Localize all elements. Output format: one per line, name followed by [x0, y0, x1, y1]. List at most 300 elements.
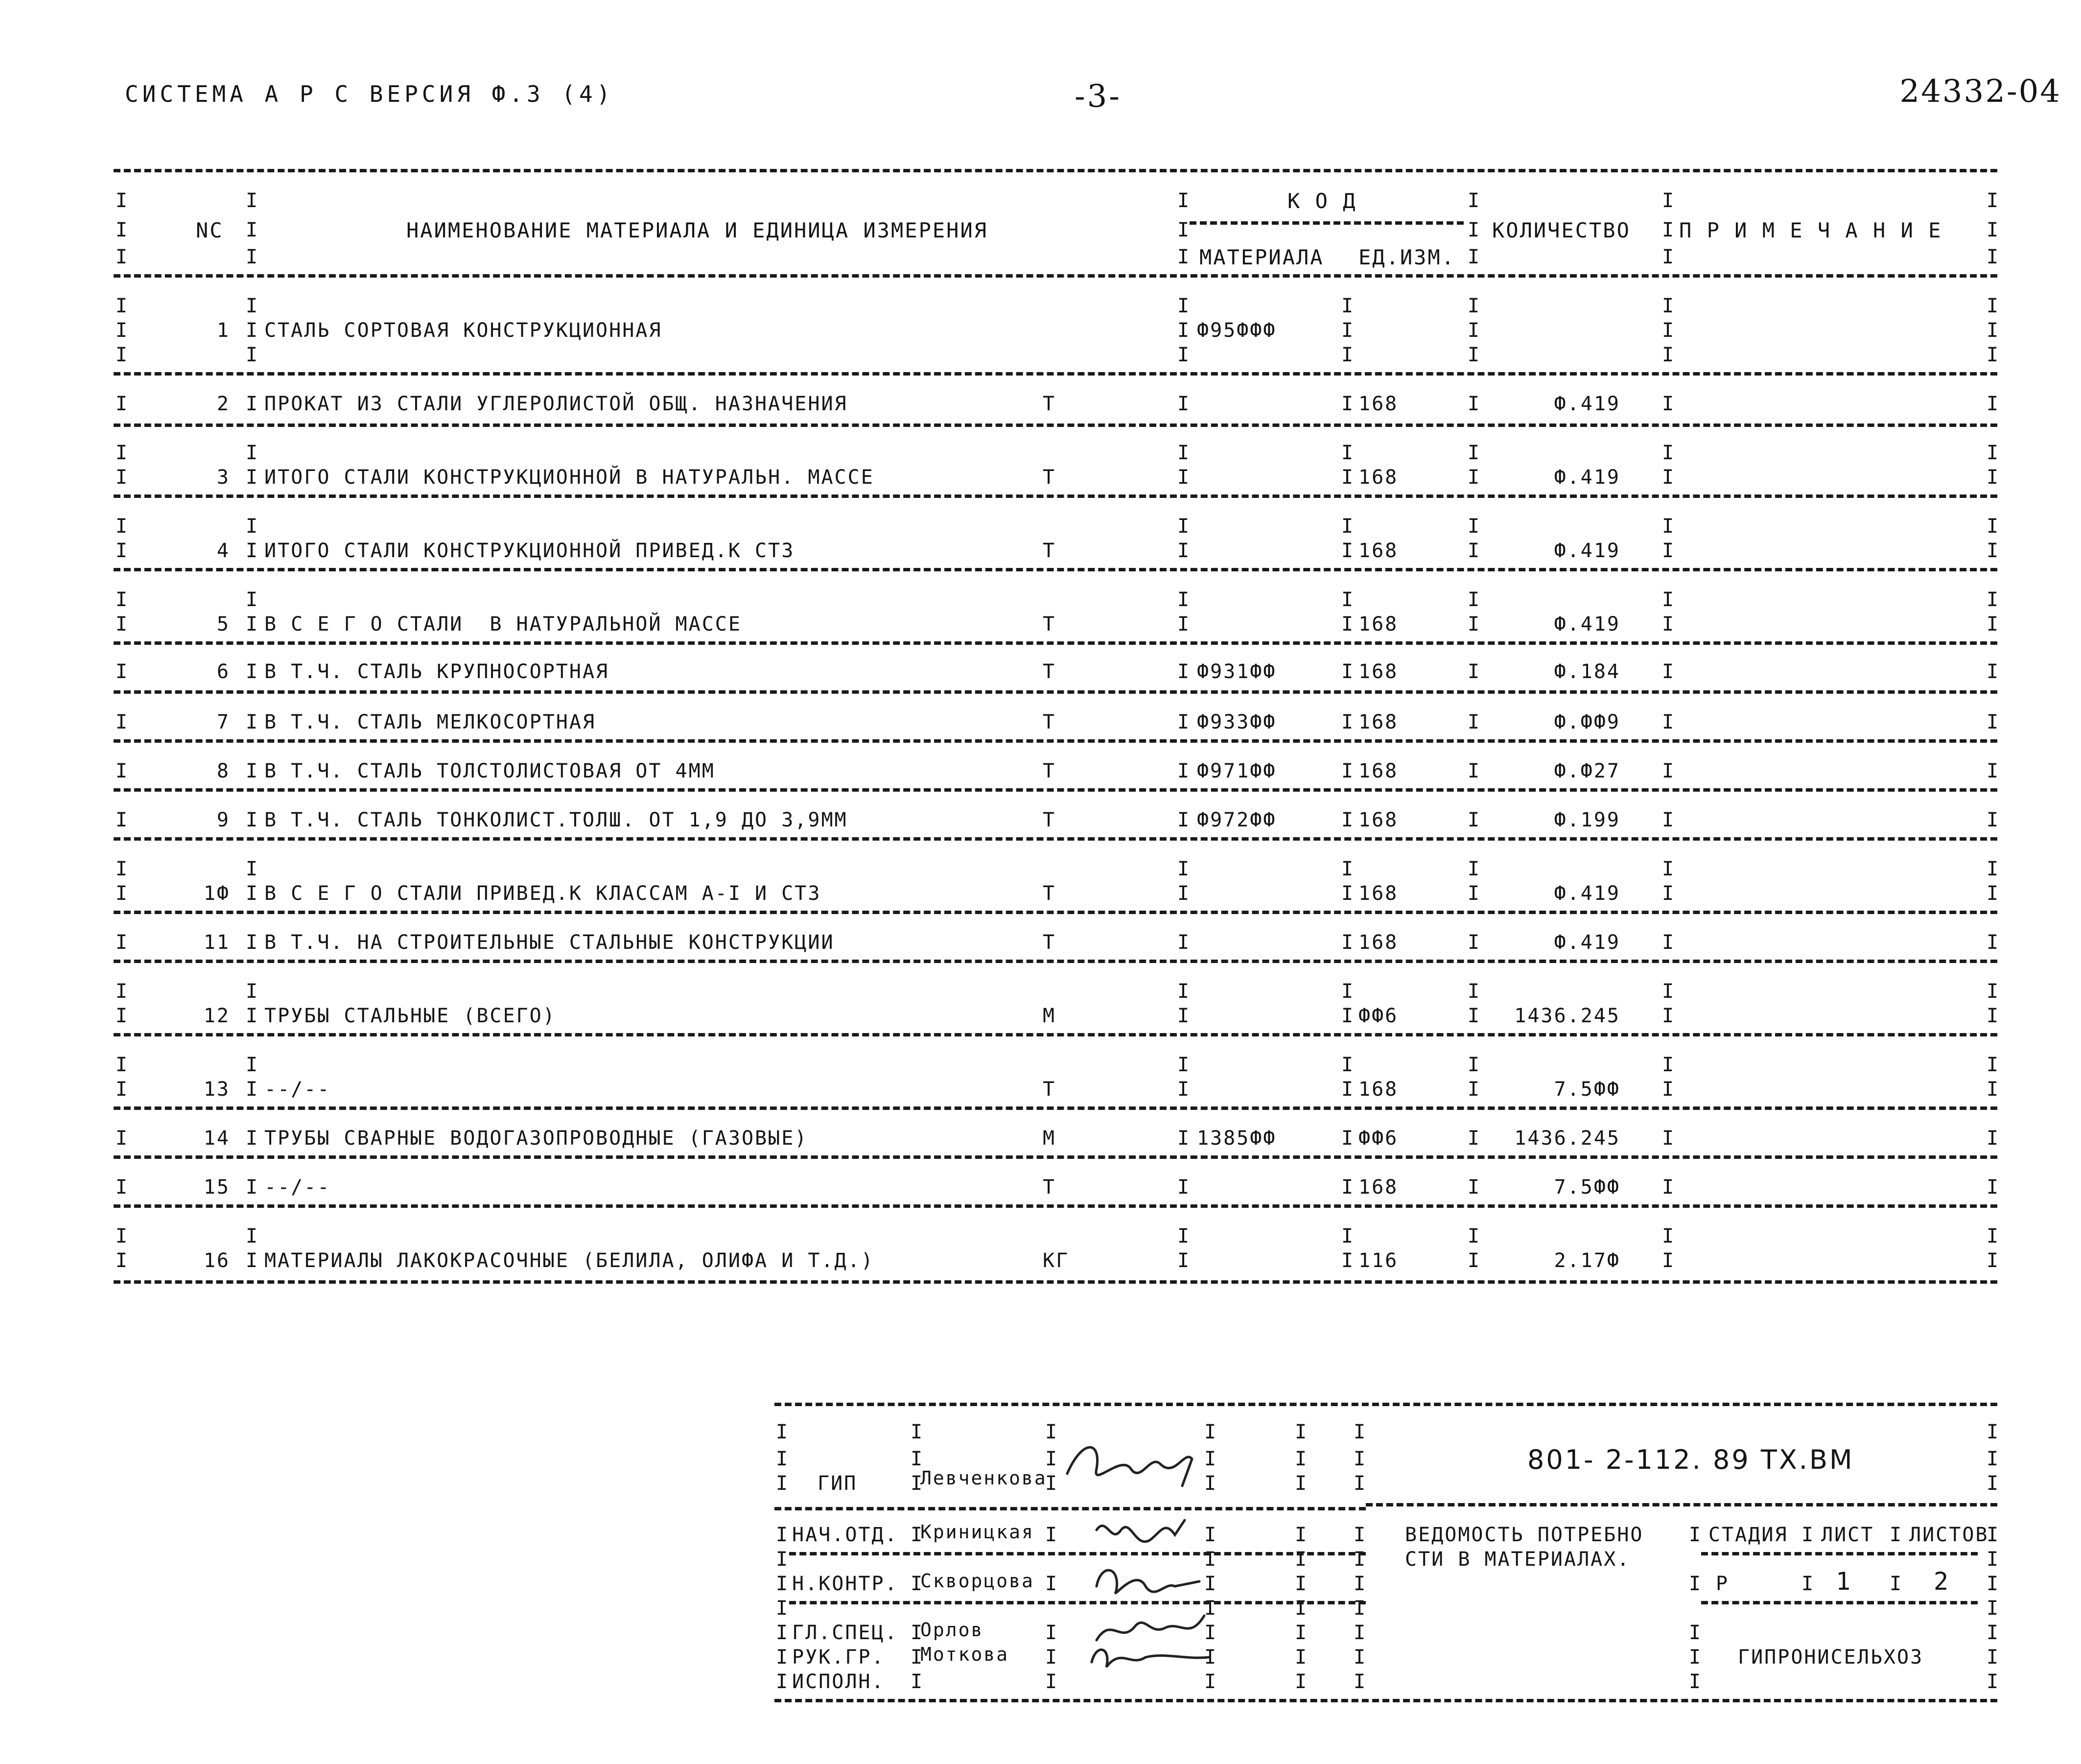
- row-material-name: В Т.Ч. СТАЛЬ ТОЛСТОЛИСТОВАЯ ОТ 4ММ: [264, 760, 715, 782]
- document-number: 24332-04: [1899, 73, 2061, 110]
- border-glyph: I: [1341, 540, 1355, 562]
- border-glyph: I: [1987, 442, 2000, 464]
- row-unit-code: 168: [1358, 1078, 1399, 1101]
- row-unit-code: 168: [1358, 393, 1399, 415]
- border-glyph: I: [1987, 588, 2000, 611]
- border-glyph: I: [1662, 1005, 1676, 1027]
- border-glyph: I: [1177, 319, 1191, 342]
- border-glyph: I: [1662, 760, 1676, 782]
- divider-line: [114, 837, 1997, 841]
- row-unit: Т: [1043, 809, 1056, 831]
- border-glyph: I: [1295, 1524, 1309, 1546]
- border-glyph: I: [1468, 660, 1481, 683]
- border-glyph: I: [1295, 1597, 1309, 1620]
- border-glyph: I: [1045, 1421, 1059, 1443]
- row-material-name: ПРОКАТ ИЗ СТАЛИ УГЛЕРОЛИСТОЙ ОБЩ. НАЗНАЧЕНИЯ: [264, 393, 848, 415]
- border-glyph: I: [1354, 1472, 1367, 1495]
- row-material-code: Ф972ФФ: [1197, 809, 1277, 831]
- border-glyph: I: [116, 1249, 129, 1272]
- border-glyph: I: [1662, 588, 1676, 611]
- row-number: 11: [203, 931, 230, 954]
- border-glyph: I: [1295, 1573, 1309, 1595]
- border-glyph: I: [1045, 1573, 1059, 1595]
- border-glyph: I: [1662, 344, 1676, 366]
- border-glyph: I: [1468, 515, 1481, 538]
- border-glyph: I: [116, 1078, 129, 1101]
- border-glyph: I: [1341, 882, 1355, 905]
- border-glyph: I: [1177, 295, 1191, 317]
- border-glyph: I: [116, 189, 129, 212]
- border-glyph: I: [1341, 295, 1355, 317]
- border-glyph: I: [1341, 660, 1355, 683]
- border-glyph: I: [1468, 219, 1481, 241]
- border-glyph: I: [776, 1622, 790, 1644]
- border-glyph: I: [1468, 540, 1481, 562]
- border-glyph: I: [116, 1005, 129, 1027]
- header-code-material: МАТЕРИАЛА: [1199, 245, 1324, 269]
- border-glyph: I: [116, 980, 129, 1003]
- border-glyph: I: [1987, 1646, 2000, 1669]
- border-glyph: I: [1662, 540, 1676, 562]
- border-glyph: I: [1177, 393, 1191, 415]
- divider-line: [789, 1601, 1366, 1604]
- row-quantity: Ф.Ф27: [1554, 760, 1620, 782]
- border-glyph: I: [246, 515, 259, 538]
- row-quantity: Ф.199: [1554, 809, 1620, 831]
- row-material-code: Ф971ФФ: [1197, 760, 1277, 782]
- border-glyph: I: [1468, 760, 1481, 782]
- border-glyph: I: [246, 246, 259, 268]
- border-glyph: I: [911, 1472, 924, 1495]
- border-glyph: I: [116, 660, 129, 683]
- system-version-header: СИСТЕМА А Р С ВЕРСИЯ Ф.3 (4): [125, 81, 614, 107]
- border-glyph: I: [1341, 588, 1355, 611]
- border-glyph: I: [1468, 295, 1481, 317]
- divider-line: [1366, 1503, 1997, 1506]
- border-glyph: I: [1204, 1622, 1218, 1644]
- header-nc: NC: [196, 218, 224, 242]
- border-glyph: I: [1662, 442, 1676, 464]
- divider-line: [114, 1155, 1997, 1159]
- sheets-label: ЛИСТОВ: [1909, 1524, 1989, 1546]
- border-glyph: I: [246, 711, 259, 733]
- border-glyph: I: [1341, 1225, 1355, 1247]
- organization-name: ГИПРОНИСЕЛЬХОЗ: [1738, 1646, 1924, 1669]
- border-glyph: I: [1468, 344, 1481, 366]
- row-number: 1: [216, 319, 230, 342]
- border-glyph: I: [246, 219, 259, 241]
- divider-line: [114, 911, 1997, 914]
- border-glyph: I: [1177, 613, 1191, 635]
- border-glyph: I: [1987, 1249, 2000, 1272]
- divider-line: [1701, 1601, 1978, 1604]
- divider-line: [1701, 1552, 1978, 1555]
- role-label: Н.КОНТР.: [792, 1573, 898, 1595]
- border-glyph: I: [1468, 613, 1481, 635]
- row-material-name: --/--: [264, 1078, 331, 1101]
- border-glyph: I: [1204, 1573, 1218, 1595]
- border-glyph: I: [116, 858, 129, 880]
- border-glyph: I: [1468, 189, 1481, 212]
- border-glyph: I: [1662, 219, 1676, 241]
- stage-value: Р: [1716, 1573, 1730, 1595]
- border-glyph: I: [1177, 515, 1191, 538]
- border-glyph: I: [1662, 613, 1676, 635]
- row-unit-code: 168: [1358, 882, 1399, 905]
- border-glyph: I: [1662, 980, 1676, 1003]
- border-glyph: I: [1354, 1421, 1367, 1443]
- border-glyph: I: [1341, 442, 1355, 464]
- row-unit: Т: [1043, 393, 1056, 415]
- border-glyph: I: [1354, 1573, 1367, 1595]
- role-name: Криницкая: [920, 1521, 1034, 1543]
- border-glyph: I: [246, 882, 259, 905]
- row-unit: Т: [1043, 540, 1056, 562]
- document-name: СТИ В МАТЕРИАЛАХ.: [1405, 1548, 1631, 1571]
- border-glyph: I: [1662, 711, 1676, 733]
- divider-line: [114, 494, 1997, 498]
- row-number: 4: [216, 540, 230, 562]
- row-unit: Т: [1043, 1176, 1056, 1199]
- divider-line: [114, 1033, 1997, 1036]
- row-material-code: Ф95ФФФ: [1197, 319, 1277, 342]
- sheet-value: 1: [1836, 1567, 1852, 1596]
- role-name: Моткова: [920, 1644, 1009, 1665]
- border-glyph: I: [1987, 466, 2000, 489]
- border-glyph: I: [1468, 1249, 1481, 1272]
- border-glyph: I: [1204, 1670, 1218, 1693]
- divider-line: [114, 372, 1997, 376]
- border-glyph: I: [776, 1448, 790, 1470]
- border-glyph: I: [776, 1524, 790, 1546]
- border-glyph: I: [1468, 1054, 1481, 1076]
- row-quantity: 1436.245: [1514, 1005, 1620, 1027]
- row-number: 1Ф: [203, 882, 230, 905]
- row-number: 6: [216, 660, 230, 683]
- row-unit: Т: [1043, 711, 1056, 733]
- divider-line: [789, 1552, 1366, 1555]
- border-glyph: I: [1354, 1646, 1367, 1669]
- border-glyph: I: [1662, 189, 1676, 212]
- row-quantity: Ф.419: [1554, 540, 1620, 562]
- row-material-name: МАТЕРИАЛЫ ЛАКОКРАСОЧНЫЕ (БЕЛИЛА, ОЛИФА И Т.Д.): [264, 1249, 874, 1272]
- row-number: 3: [216, 466, 230, 489]
- border-glyph: I: [1662, 246, 1676, 268]
- border-glyph: I: [1295, 1622, 1309, 1644]
- document-code: 801- 2-112. 89 ТХ.ВМ: [1527, 1444, 1854, 1475]
- row-unit-code: 116: [1358, 1249, 1399, 1272]
- row-material-code: Ф933ФФ: [1197, 711, 1277, 733]
- border-glyph: I: [246, 1078, 259, 1101]
- border-glyph: I: [116, 1225, 129, 1247]
- border-glyph: I: [1295, 1548, 1309, 1571]
- border-glyph: I: [1295, 1670, 1309, 1693]
- border-glyph: I: [1295, 1448, 1309, 1470]
- border-glyph: I: [1341, 466, 1355, 489]
- border-glyph: I: [246, 189, 259, 212]
- stage-label: СТАДИЯ: [1708, 1524, 1788, 1546]
- border-glyph: I: [1177, 1225, 1191, 1247]
- divider-line: [114, 641, 1997, 645]
- border-glyph: I: [246, 1054, 259, 1076]
- row-quantity: 7.5ФФ: [1554, 1078, 1620, 1101]
- border-glyph: I: [1341, 858, 1355, 880]
- row-number: 15: [203, 1176, 230, 1199]
- border-glyph: I: [116, 882, 129, 905]
- border-glyph: I: [116, 1176, 129, 1199]
- row-unit: Т: [1043, 613, 1056, 635]
- header-quantity: КОЛИЧЕСТВО: [1492, 218, 1631, 242]
- border-glyph: I: [1689, 1524, 1703, 1546]
- role-label: НАЧ.ОТД.: [792, 1524, 898, 1546]
- divider-line: [114, 169, 1997, 172]
- divider-line: [774, 1403, 1997, 1406]
- border-glyph: I: [1045, 1670, 1059, 1693]
- border-glyph: I: [1341, 809, 1355, 831]
- border-glyph: I: [1177, 711, 1191, 733]
- border-glyph: I: [1689, 1573, 1703, 1595]
- border-glyph: I: [1341, 319, 1355, 342]
- border-glyph: I: [1987, 858, 2000, 880]
- border-glyph: I: [1662, 1225, 1676, 1247]
- border-glyph: I: [1354, 1524, 1367, 1546]
- border-glyph: I: [246, 344, 259, 366]
- row-unit-code: ФФ6: [1358, 1127, 1399, 1150]
- border-glyph: I: [1987, 540, 2000, 562]
- border-glyph: I: [1177, 1127, 1191, 1150]
- border-glyph: I: [1295, 1646, 1309, 1669]
- border-glyph: I: [1987, 809, 2000, 831]
- border-glyph: I: [1662, 1054, 1676, 1076]
- border-glyph: I: [246, 1249, 259, 1272]
- border-glyph: I: [246, 588, 259, 611]
- divider-line: [114, 274, 1997, 278]
- border-glyph: I: [1177, 660, 1191, 683]
- border-glyph: I: [246, 858, 259, 880]
- divider-line: [774, 1507, 1366, 1510]
- border-glyph: I: [1987, 613, 2000, 635]
- border-glyph: I: [246, 1005, 259, 1027]
- border-glyph: I: [1341, 760, 1355, 782]
- border-glyph: I: [1987, 1573, 2000, 1595]
- divider-line: [114, 1280, 1997, 1284]
- border-glyph: I: [246, 1127, 259, 1150]
- border-glyph: I: [1890, 1573, 1903, 1595]
- border-glyph: I: [1204, 1646, 1218, 1669]
- border-glyph: I: [1468, 858, 1481, 880]
- divider-line: [114, 568, 1997, 571]
- border-glyph: I: [1204, 1472, 1218, 1495]
- border-glyph: I: [1341, 393, 1355, 415]
- border-glyph: I: [1045, 1622, 1059, 1644]
- border-glyph: I: [1354, 1597, 1367, 1620]
- border-glyph: I: [1987, 660, 2000, 683]
- row-material-name: В С Е Г О СТАЛИ В НАТУРАЛЬНОЙ МАССЕ: [264, 613, 742, 635]
- border-glyph: I: [1204, 1421, 1218, 1443]
- border-glyph: I: [1987, 1176, 2000, 1199]
- border-glyph: I: [1177, 980, 1191, 1003]
- role-name: Скворцова: [920, 1570, 1034, 1592]
- row-number: 16: [203, 1249, 230, 1272]
- border-glyph: I: [1987, 344, 2000, 366]
- border-glyph: I: [1468, 393, 1481, 415]
- border-glyph: I: [1987, 931, 2000, 954]
- border-glyph: I: [246, 295, 259, 317]
- divider-line: [114, 788, 1997, 792]
- border-glyph: I: [1662, 809, 1676, 831]
- border-glyph: I: [1689, 1646, 1703, 1669]
- row-quantity: Ф.419: [1554, 393, 1620, 415]
- row-unit: Т: [1043, 931, 1056, 954]
- border-glyph: I: [1354, 1448, 1367, 1470]
- row-number: 7: [216, 711, 230, 733]
- border-glyph: I: [911, 1573, 924, 1595]
- border-glyph: I: [776, 1646, 790, 1669]
- divider-line: [114, 1106, 1997, 1110]
- border-glyph: I: [1987, 219, 2000, 241]
- border-glyph: I: [911, 1670, 924, 1693]
- border-glyph: I: [1468, 931, 1481, 954]
- border-glyph: I: [776, 1472, 790, 1495]
- border-glyph: I: [1987, 246, 2000, 268]
- row-quantity: Ф.184: [1554, 660, 1620, 683]
- border-glyph: I: [1045, 1472, 1059, 1495]
- border-glyph: I: [116, 219, 129, 241]
- row-unit-code: 168: [1358, 1176, 1399, 1199]
- border-glyph: I: [911, 1524, 924, 1546]
- row-material-name: В Т.Ч. СТАЛЬ КРУПНОСОРТНАЯ: [264, 660, 609, 683]
- border-glyph: I: [1468, 711, 1481, 733]
- border-glyph: I: [1468, 466, 1481, 489]
- border-glyph: I: [1341, 1078, 1355, 1101]
- border-glyph: I: [116, 613, 129, 635]
- border-glyph: I: [116, 588, 129, 611]
- row-unit-code: 168: [1358, 660, 1399, 683]
- border-glyph: I: [1987, 1005, 2000, 1027]
- divider-line: [114, 739, 1997, 743]
- border-glyph: I: [246, 980, 259, 1003]
- border-glyph: I: [1177, 1249, 1191, 1272]
- row-number: 14: [203, 1127, 230, 1150]
- border-glyph: I: [776, 1421, 790, 1443]
- header-note: П Р И М Е Ч А Н И Е: [1679, 218, 1942, 242]
- border-glyph: I: [1801, 1524, 1815, 1546]
- border-glyph: I: [1662, 882, 1676, 905]
- border-glyph: I: [1177, 189, 1191, 212]
- border-glyph: I: [1341, 931, 1355, 954]
- border-glyph: I: [246, 466, 259, 489]
- border-glyph: I: [1177, 442, 1191, 464]
- border-glyph: I: [246, 442, 259, 464]
- row-number: 13: [203, 1078, 230, 1101]
- border-glyph: I: [1177, 931, 1191, 954]
- border-glyph: I: [116, 1054, 129, 1076]
- border-glyph: I: [246, 760, 259, 782]
- row-unit: Т: [1043, 660, 1056, 683]
- border-glyph: I: [1662, 295, 1676, 317]
- border-glyph: I: [1987, 515, 2000, 538]
- border-glyph: I: [1468, 1078, 1481, 1101]
- border-glyph: I: [1987, 1472, 2000, 1495]
- sheet-label: ЛИСТ: [1821, 1524, 1874, 1546]
- row-number: 2: [216, 393, 230, 415]
- row-material-name: --/--: [264, 1176, 331, 1199]
- border-glyph: I: [1341, 344, 1355, 366]
- row-material-name: ТРУБЫ СВАРНЫЕ ВОДОГАЗОПРОВОДНЫЕ (ГАЗОВЫЕ): [264, 1127, 808, 1150]
- border-glyph: I: [1468, 442, 1481, 464]
- border-glyph: I: [116, 466, 129, 489]
- border-glyph: I: [116, 295, 129, 317]
- border-glyph: I: [1354, 1622, 1367, 1644]
- header-code-unit: ЕД.ИЗМ.: [1358, 245, 1456, 269]
- row-number: 5: [216, 613, 230, 635]
- border-glyph: I: [1177, 882, 1191, 905]
- row-unit: Т: [1043, 882, 1056, 905]
- border-glyph: I: [776, 1597, 790, 1620]
- row-unit-code: 168: [1358, 931, 1399, 954]
- border-glyph: I: [1987, 1225, 2000, 1247]
- border-glyph: I: [1341, 1176, 1355, 1199]
- header-code: К О Д: [1287, 189, 1357, 213]
- border-glyph: I: [1987, 393, 2000, 415]
- border-glyph: I: [776, 1670, 790, 1693]
- border-glyph: I: [1341, 1249, 1355, 1272]
- role-name: Левченкова: [920, 1467, 1047, 1489]
- page-number: -3-: [1075, 78, 1122, 115]
- row-quantity: Ф.419: [1554, 931, 1620, 954]
- row-unit-code: 168: [1358, 540, 1399, 562]
- border-glyph: I: [1987, 1421, 2000, 1443]
- border-glyph: I: [1354, 1548, 1367, 1571]
- row-material-name: ИТОГО СТАЛИ КОНСТРУКЦИОННОЙ В НАТУРАЛЬН. МАССЕ: [264, 466, 874, 489]
- border-glyph: I: [246, 393, 259, 415]
- row-unit-code: 168: [1358, 466, 1399, 489]
- border-glyph: I: [246, 1176, 259, 1199]
- row-quantity: Ф.419: [1554, 882, 1620, 905]
- row-material-code: Ф931ФФ: [1197, 660, 1277, 683]
- row-quantity: 2.17Ф: [1554, 1249, 1620, 1272]
- row-quantity: Ф.419: [1554, 613, 1620, 635]
- row-unit-code: 168: [1358, 613, 1399, 635]
- border-glyph: I: [1177, 809, 1191, 831]
- role-label: ИСПОЛН.: [792, 1670, 885, 1693]
- row-number: 12: [203, 1005, 230, 1027]
- border-glyph: I: [1177, 588, 1191, 611]
- border-glyph: I: [1468, 1176, 1481, 1199]
- border-glyph: I: [1662, 393, 1676, 415]
- row-material-name: СТАЛЬ СОРТОВАЯ КОНСТРУКЦИОННАЯ: [264, 319, 662, 342]
- border-glyph: I: [1689, 1670, 1703, 1693]
- row-material-name: ТРУБЫ СТАЛЬНЫЕ (ВСЕГО): [264, 1005, 556, 1027]
- border-glyph: I: [1987, 1127, 2000, 1150]
- row-material-name: В Т.Ч. СТАЛЬ МЕЛКОСОРТНАЯ: [264, 711, 596, 733]
- border-glyph: I: [1801, 1573, 1815, 1595]
- border-glyph: I: [1295, 1421, 1309, 1443]
- border-glyph: I: [116, 809, 129, 831]
- row-unit: Т: [1043, 1078, 1056, 1101]
- border-glyph: I: [1468, 1225, 1481, 1247]
- border-glyph: I: [1890, 1524, 1903, 1546]
- border-glyph: I: [1987, 1670, 2000, 1693]
- border-glyph: I: [1987, 1078, 2000, 1101]
- border-glyph: I: [1177, 1054, 1191, 1076]
- row-quantity: Ф.ФФ9: [1554, 711, 1620, 733]
- border-glyph: I: [116, 540, 129, 562]
- border-glyph: I: [1987, 711, 2000, 733]
- border-glyph: I: [1987, 1054, 2000, 1076]
- row-material-name: В Т.Ч. НА СТРОИТЕЛЬНЫЕ СТАЛЬНЫЕ КОНСТРУКЦИИ: [264, 931, 835, 954]
- border-glyph: I: [776, 1573, 790, 1595]
